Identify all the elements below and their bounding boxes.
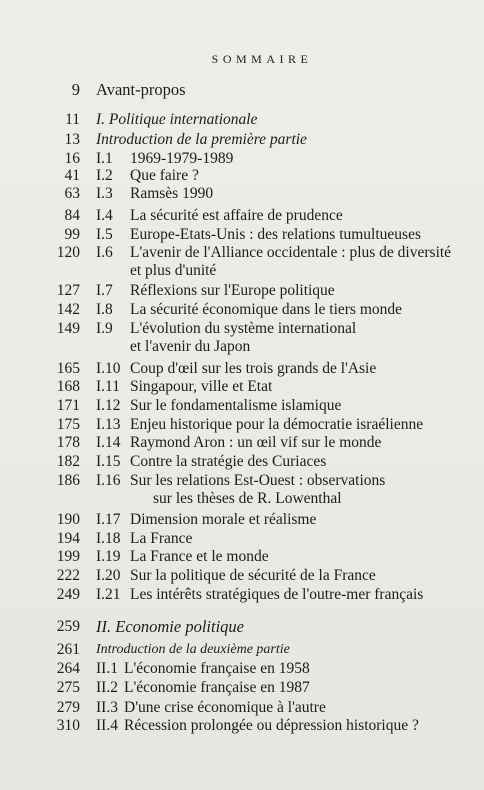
toc-page-number: 11 (65, 111, 80, 128)
toc-page-number: 41 (64, 167, 80, 184)
toc-title: Raymond Aron : un œil vif sur le monde (130, 434, 382, 451)
toc-section-number: I.8 (96, 301, 113, 318)
toc-page-number: 149 (56, 320, 80, 337)
toc-section-number: I.6 (96, 244, 113, 261)
toc-section-number: I.3 (96, 185, 113, 202)
toc-entry (0, 566, 484, 586)
toc-entry (0, 585, 484, 605)
toc-title: La France (130, 530, 193, 547)
toc-title: Singapour, ville et Etat (130, 378, 273, 395)
toc-title: L'avenir de l'Alliance occidentale : plus de diversité (130, 244, 452, 261)
toc-entry (0, 300, 484, 320)
toc-page-number: 249 (56, 586, 80, 603)
toc-entry-continuation (0, 337, 484, 357)
toc-section-number: I.10 (96, 360, 121, 377)
toc-page-number: 194 (56, 530, 80, 547)
toc-part-heading (0, 617, 484, 637)
toc-section-number: I.20 (96, 567, 121, 584)
toc-entry-continuation (0, 489, 484, 509)
toc-page-number: 84 (64, 207, 80, 224)
toc-entry (0, 281, 484, 301)
toc-page-number: 261 (56, 641, 80, 658)
toc-title: Coup d'œil sur les trois grands de l'Asie (130, 360, 377, 377)
toc-section-number: I.7 (96, 282, 113, 299)
toc-title: I. Politique internationale (96, 111, 258, 128)
toc-entry (0, 640, 484, 660)
toc-title: Récession prolongée ou dépression historique ? (124, 717, 419, 734)
toc-title: Réflexions sur l'Europe politique (130, 282, 335, 299)
toc-section-number: II.4 (96, 717, 118, 734)
toc-section-number: I.5 (96, 226, 113, 243)
toc-entry (0, 225, 484, 245)
toc-entry (0, 471, 484, 491)
toc-page-number: 190 (56, 511, 80, 528)
toc-title: Avant-propos (96, 80, 186, 99)
toc-page-number: 63 (64, 185, 80, 202)
toc-section-number: I.4 (96, 207, 113, 224)
toc-title: D'une crise économique à l'autre (124, 699, 326, 716)
toc-title: Ramsès 1990 (130, 185, 214, 202)
page-title: SOMMAIRE (211, 52, 313, 66)
toc-entry (0, 698, 484, 718)
toc-page-number: 171 (56, 397, 80, 414)
toc-entry (0, 452, 484, 472)
toc-page-number: 275 (56, 679, 80, 696)
toc-title: Introduction de la deuxième partie (96, 642, 290, 657)
toc-page-number: 120 (56, 244, 80, 261)
toc-page-number: 310 (56, 717, 80, 734)
toc-entry (0, 659, 484, 679)
toc-entry (0, 529, 484, 549)
toc-title-continuation: et plus d'unité (130, 262, 217, 279)
toc-entry (0, 433, 484, 453)
toc-section-number: I.1 (96, 150, 113, 167)
toc-entry-continuation (0, 261, 484, 281)
toc-title: II. Economie politique (96, 617, 245, 636)
toc-page-number: 9 (71, 80, 80, 99)
toc-entry (0, 377, 484, 397)
toc-entry (0, 243, 484, 263)
toc-entry (0, 166, 484, 186)
toc-section-number: II.2 (96, 679, 118, 696)
toc-section-number: I.18 (96, 530, 121, 547)
toc-title-continuation: et l'avenir du Japon (130, 338, 251, 355)
toc-page-number: 264 (56, 660, 80, 677)
toc-section-number: I.15 (96, 453, 121, 470)
toc-entry (0, 319, 484, 339)
toc-entry (0, 80, 484, 100)
toc-part-heading (0, 110, 484, 130)
toc-title-continuation: sur les thèses de R. Lowenthal (153, 490, 342, 507)
toc-title: Sur les relations Est-Ouest : observations (130, 472, 386, 489)
toc-section-number: I.16 (96, 472, 121, 489)
toc-page-number: 182 (56, 453, 80, 470)
toc-title: Europe-Etats-Unis : des relations tumultueuses (130, 226, 421, 243)
toc-title: Introduction de la première partie (96, 131, 307, 148)
toc-page-number: 168 (56, 378, 80, 395)
toc-page-number: 127 (56, 282, 80, 299)
toc-page-number: 178 (56, 434, 80, 451)
toc-page-number: 199 (56, 548, 80, 565)
toc-section-number: I.17 (96, 511, 121, 528)
toc-page-number: 99 (64, 226, 80, 243)
toc-title: Dimension morale et réalisme (130, 511, 317, 528)
toc-page-number: 186 (56, 472, 80, 489)
toc-entry (0, 415, 484, 435)
toc-title: 1969-1979-1989 (130, 150, 234, 167)
toc-section-number: II.3 (96, 699, 118, 716)
toc-page-number: 175 (56, 416, 80, 433)
toc-entry (0, 678, 484, 698)
toc-page-number: 222 (56, 567, 80, 584)
toc-page-number: 165 (56, 360, 80, 377)
toc-page-number: 13 (64, 131, 80, 148)
toc-section-number: I.19 (96, 548, 121, 565)
toc-section-number: I.12 (96, 397, 121, 414)
toc-entry (0, 359, 484, 379)
toc-title: La France et le monde (130, 548, 269, 565)
toc-section-number: I.21 (96, 586, 121, 603)
toc-title: L'économie française en 1987 (124, 679, 310, 696)
toc-title: La sécurité économique dans le tiers monde (130, 301, 403, 318)
toc-section-number: I.14 (96, 434, 121, 451)
toc-page-number: 259 (56, 618, 80, 635)
toc-entry (0, 184, 484, 204)
toc-page-number: 142 (56, 301, 80, 318)
toc-title: L'économie française en 1958 (124, 660, 310, 677)
toc-entry (0, 510, 484, 530)
toc-entry (0, 396, 484, 416)
toc-page-number: 279 (56, 699, 80, 716)
toc-entry (0, 547, 484, 567)
toc-entry (0, 716, 484, 736)
toc-section-number: I.13 (96, 416, 121, 433)
toc-section-number: I.2 (96, 167, 113, 184)
toc-title: Contre la stratégie des Curiaces (130, 453, 327, 470)
toc-title: Enjeu historique pour la démocratie israélienne (130, 416, 424, 433)
toc-entry (0, 130, 484, 150)
toc-page-number: 16 (64, 150, 80, 167)
toc-title: La sécurité est affaire de prudence (130, 207, 343, 224)
toc-title: L'évolution du système international (130, 320, 357, 337)
toc-title: Que faire ? (130, 167, 199, 184)
toc-title: Sur la politique de sécurité de la France (130, 567, 376, 584)
toc-section-number: I.9 (96, 320, 113, 337)
toc-section-number: I.11 (96, 378, 120, 395)
toc-title: Sur le fondamentalisme islamique (130, 397, 342, 414)
toc-section-number: II.1 (96, 660, 118, 677)
toc-title: Les intérêts stratégiques de l'outre-mer français (130, 586, 424, 603)
toc-entry (0, 206, 484, 226)
